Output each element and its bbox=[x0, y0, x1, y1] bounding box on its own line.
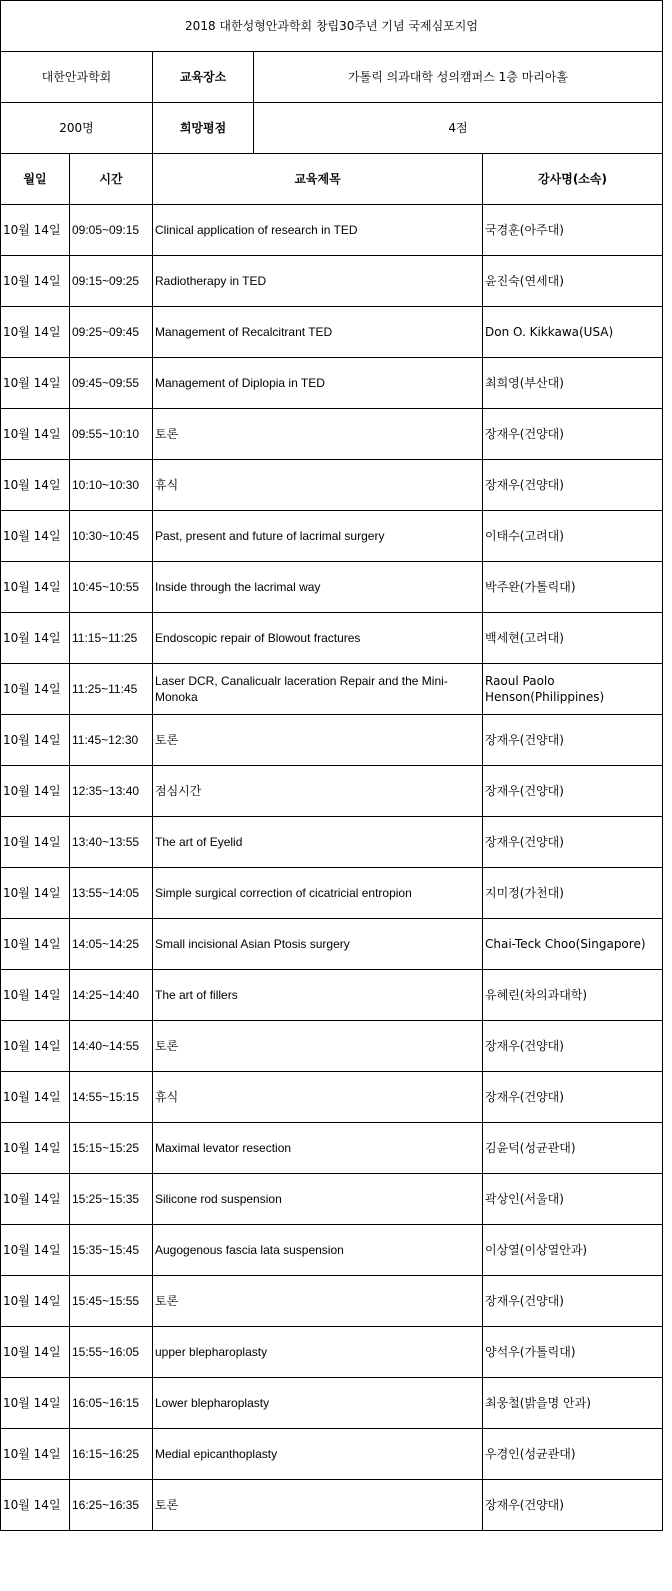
row-date: 10월 14일 bbox=[1, 664, 70, 715]
row-title: Silicone rod suspension bbox=[153, 1174, 483, 1225]
row-speaker: 장재우(건양대) bbox=[483, 460, 663, 511]
row-date: 10월 14일 bbox=[1, 970, 70, 1021]
column-header-row bbox=[1, 154, 663, 205]
row-speaker: 장재우(건양대) bbox=[483, 1021, 663, 1072]
row-title: Management of Diplopia in TED bbox=[153, 358, 483, 409]
table-row bbox=[1, 1276, 663, 1327]
venue-value: 가톨릭 의과대학 성의캠퍼스 1층 마리아홀 bbox=[254, 52, 663, 103]
table-row bbox=[1, 1174, 663, 1225]
row-title: The art of Eyelid bbox=[153, 817, 483, 868]
row-time: 09:05~09:15 bbox=[70, 205, 153, 256]
row-time: 13:55~14:05 bbox=[70, 868, 153, 919]
row-title: Augogenous fascia lata suspension bbox=[153, 1225, 483, 1276]
row-date: 10월 14일 bbox=[1, 817, 70, 868]
row-speaker: 장재우(건양대) bbox=[483, 715, 663, 766]
row-date: 10월 14일 bbox=[1, 1327, 70, 1378]
row-date: 10월 14일 bbox=[1, 1174, 70, 1225]
row-time: 15:35~15:45 bbox=[70, 1225, 153, 1276]
row-time: 10:45~10:55 bbox=[70, 562, 153, 613]
row-time: 10:10~10:30 bbox=[70, 460, 153, 511]
points-value: 4점 bbox=[254, 103, 663, 154]
table-row bbox=[1, 1225, 663, 1276]
row-title: 토론 bbox=[153, 1276, 483, 1327]
row-title: upper blepharoplasty bbox=[153, 1327, 483, 1378]
row-title: Lower blepharoplasty bbox=[153, 1378, 483, 1429]
row-title: Laser DCR, Canalicualr laceration Repair and the Mini-Monoka bbox=[153, 664, 483, 715]
table-row bbox=[1, 613, 663, 664]
capacity: 200명 bbox=[1, 103, 153, 154]
row-date: 10월 14일 bbox=[1, 715, 70, 766]
table-row bbox=[1, 409, 663, 460]
row-speaker: 백세현(고려대) bbox=[483, 613, 663, 664]
row-speaker: 지미정(가천대) bbox=[483, 868, 663, 919]
row-time: 15:25~15:35 bbox=[70, 1174, 153, 1225]
row-date: 10월 14일 bbox=[1, 460, 70, 511]
row-time: 09:45~09:55 bbox=[70, 358, 153, 409]
row-speaker: 장재우(건양대) bbox=[483, 409, 663, 460]
row-title: Clinical application of research in TED bbox=[153, 205, 483, 256]
row-time: 09:55~10:10 bbox=[70, 409, 153, 460]
row-time: 16:15~16:25 bbox=[70, 1429, 153, 1480]
row-title: 토론 bbox=[153, 1480, 483, 1531]
table-row bbox=[1, 256, 663, 307]
row-title: 점심시간 bbox=[153, 766, 483, 817]
row-date: 10월 14일 bbox=[1, 256, 70, 307]
row-time: 15:55~16:05 bbox=[70, 1327, 153, 1378]
column-header-title: 교육제목 bbox=[153, 154, 483, 205]
row-speaker: 곽상인(서울대) bbox=[483, 1174, 663, 1225]
row-date: 10월 14일 bbox=[1, 1378, 70, 1429]
row-speaker: 윤진숙(연세대) bbox=[483, 256, 663, 307]
row-title: 휴식 bbox=[153, 460, 483, 511]
table-row bbox=[1, 1429, 663, 1480]
table-row bbox=[1, 868, 663, 919]
row-speaker: Chai-Teck Choo(Singapore) bbox=[483, 919, 663, 970]
table-row bbox=[1, 1123, 663, 1174]
table-row bbox=[1, 919, 663, 970]
venue-row bbox=[1, 52, 663, 103]
organization: 대한안과학회 bbox=[1, 52, 153, 103]
row-time: 15:15~15:25 bbox=[70, 1123, 153, 1174]
row-date: 10월 14일 bbox=[1, 1276, 70, 1327]
row-speaker: 최웅철(밝을명 안과) bbox=[483, 1378, 663, 1429]
table-row bbox=[1, 664, 663, 715]
table-row bbox=[1, 1327, 663, 1378]
row-time: 15:45~15:55 bbox=[70, 1276, 153, 1327]
row-title: Maximal levator resection bbox=[153, 1123, 483, 1174]
row-title: Medial epicanthoplasty bbox=[153, 1429, 483, 1480]
row-date: 10월 14일 bbox=[1, 307, 70, 358]
row-time: 09:25~09:45 bbox=[70, 307, 153, 358]
row-title: Inside through the lacrimal way bbox=[153, 562, 483, 613]
row-speaker: 김윤덕(성균관대) bbox=[483, 1123, 663, 1174]
row-date: 10월 14일 bbox=[1, 562, 70, 613]
row-speaker: 장재우(건양대) bbox=[483, 1072, 663, 1123]
venue-label: 교육장소 bbox=[153, 52, 254, 103]
table-row bbox=[1, 205, 663, 256]
row-title: 토론 bbox=[153, 1021, 483, 1072]
table-row bbox=[1, 1021, 663, 1072]
row-date: 10월 14일 bbox=[1, 1429, 70, 1480]
row-speaker: 이상열(이상열안과) bbox=[483, 1225, 663, 1276]
row-date: 10월 14일 bbox=[1, 511, 70, 562]
row-date: 10월 14일 bbox=[1, 358, 70, 409]
table-row bbox=[1, 1378, 663, 1429]
row-date: 10월 14일 bbox=[1, 613, 70, 664]
row-title: 휴식 bbox=[153, 1072, 483, 1123]
row-time: 16:25~16:35 bbox=[70, 1480, 153, 1531]
row-time: 11:15~11:25 bbox=[70, 613, 153, 664]
row-date: 10월 14일 bbox=[1, 1072, 70, 1123]
row-time: 14:55~15:15 bbox=[70, 1072, 153, 1123]
row-title: Management of Recalcitrant TED bbox=[153, 307, 483, 358]
column-header-time: 시간 bbox=[70, 154, 153, 205]
table-row bbox=[1, 307, 663, 358]
row-title: 토론 bbox=[153, 715, 483, 766]
event-title-row bbox=[1, 1, 663, 52]
row-time: 14:40~14:55 bbox=[70, 1021, 153, 1072]
table-row bbox=[1, 1072, 663, 1123]
row-speaker: 장재우(건양대) bbox=[483, 1276, 663, 1327]
table-row bbox=[1, 562, 663, 613]
row-speaker: 국경훈(아주대) bbox=[483, 205, 663, 256]
row-title: 토론 bbox=[153, 409, 483, 460]
row-time: 10:30~10:45 bbox=[70, 511, 153, 562]
row-title: Simple surgical correction of cicatricial entropion bbox=[153, 868, 483, 919]
row-speaker: 우경인(성균관대) bbox=[483, 1429, 663, 1480]
row-speaker: Raoul Paolo Henson(Philippines) bbox=[483, 664, 663, 715]
column-header-speaker: 강사명(소속) bbox=[483, 154, 663, 205]
row-speaker: 장재우(건양대) bbox=[483, 817, 663, 868]
row-date: 10월 14일 bbox=[1, 868, 70, 919]
row-date: 10월 14일 bbox=[1, 919, 70, 970]
row-time: 14:05~14:25 bbox=[70, 919, 153, 970]
row-date: 10월 14일 bbox=[1, 205, 70, 256]
table-row bbox=[1, 970, 663, 1021]
row-date: 10월 14일 bbox=[1, 1225, 70, 1276]
row-speaker: 유혜린(차의과대학) bbox=[483, 970, 663, 1021]
row-title: The art of fillers bbox=[153, 970, 483, 1021]
table-row bbox=[1, 1480, 663, 1531]
row-time: 11:45~12:30 bbox=[70, 715, 153, 766]
schedule-body bbox=[1, 1, 663, 1531]
table-row bbox=[1, 766, 663, 817]
table-row bbox=[1, 817, 663, 868]
row-time: 09:15~09:25 bbox=[70, 256, 153, 307]
column-header-date: 월일 bbox=[1, 154, 70, 205]
row-time: 13:40~13:55 bbox=[70, 817, 153, 868]
row-speaker: 장재우(건양대) bbox=[483, 1480, 663, 1531]
row-time: 14:25~14:40 bbox=[70, 970, 153, 1021]
row-title: Radiotherapy in TED bbox=[153, 256, 483, 307]
row-speaker: Don O. Kikkawa(USA) bbox=[483, 307, 663, 358]
table-row bbox=[1, 460, 663, 511]
table-row bbox=[1, 511, 663, 562]
row-title: Endoscopic repair of Blowout fractures bbox=[153, 613, 483, 664]
row-time: 16:05~16:15 bbox=[70, 1378, 153, 1429]
capacity-row bbox=[1, 103, 663, 154]
row-date: 10월 14일 bbox=[1, 1021, 70, 1072]
row-title: Past, present and future of lacrimal surgery bbox=[153, 511, 483, 562]
row-date: 10월 14일 bbox=[1, 766, 70, 817]
row-speaker: 최희영(부산대) bbox=[483, 358, 663, 409]
table-row bbox=[1, 715, 663, 766]
row-speaker: 양석우(가톨릭대) bbox=[483, 1327, 663, 1378]
row-time: 11:25~11:45 bbox=[70, 664, 153, 715]
event-title: 2018 대한성형안과학회 창립30주년 기념 국제심포지엄 bbox=[1, 1, 663, 52]
row-date: 10월 14일 bbox=[1, 1480, 70, 1531]
table-row bbox=[1, 358, 663, 409]
points-label: 희망평점 bbox=[153, 103, 254, 154]
row-speaker: 이태수(고려대) bbox=[483, 511, 663, 562]
row-speaker: 장재우(건양대) bbox=[483, 766, 663, 817]
row-date: 10월 14일 bbox=[1, 409, 70, 460]
row-speaker: 박주완(가톨릭대) bbox=[483, 562, 663, 613]
row-title: Small incisional Asian Ptosis surgery bbox=[153, 919, 483, 970]
row-time: 12:35~13:40 bbox=[70, 766, 153, 817]
row-date: 10월 14일 bbox=[1, 1123, 70, 1174]
